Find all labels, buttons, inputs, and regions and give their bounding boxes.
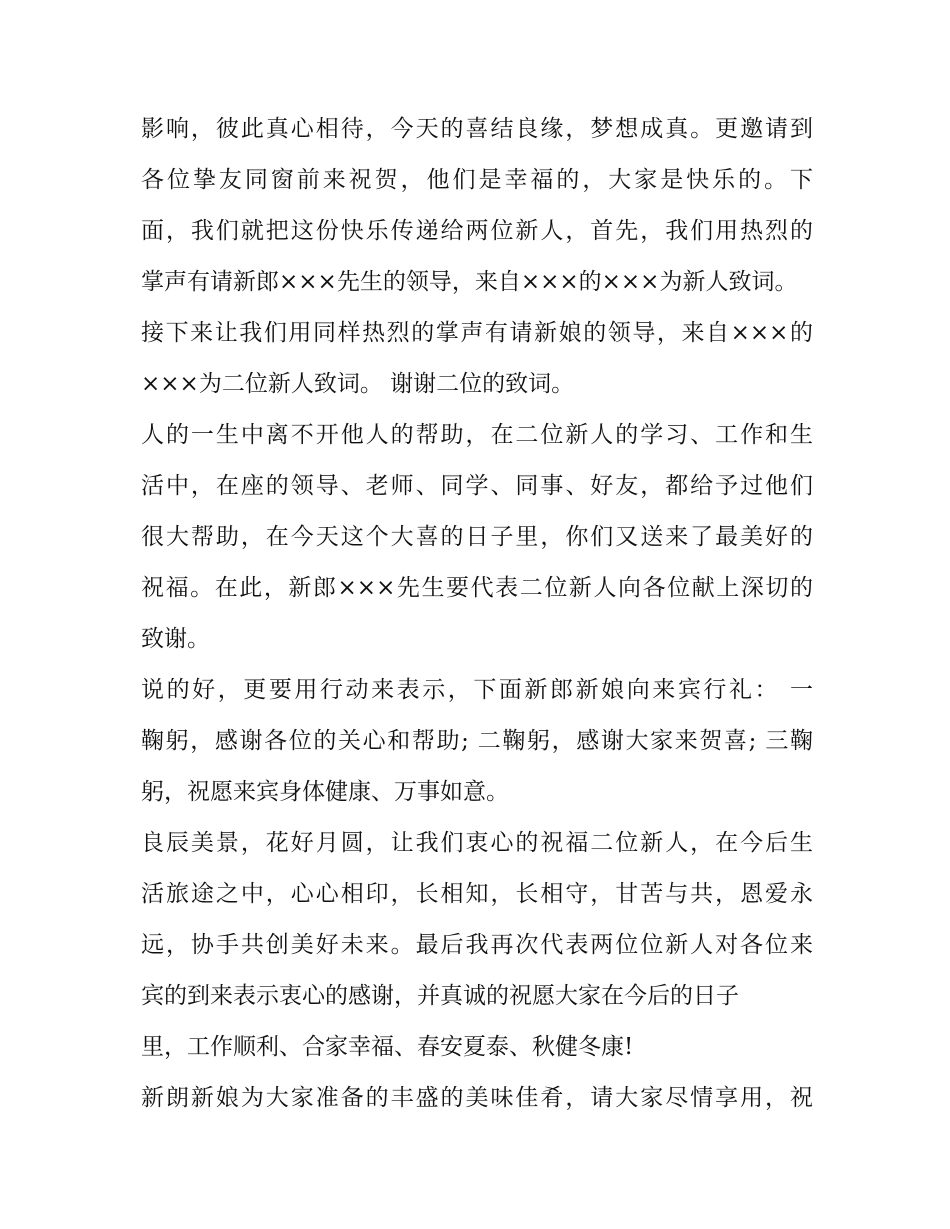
text-line: 人的一生中离不开他人的帮助，在二位新人的学习、工作和生 (141, 422, 813, 448)
text-line: 鞠躬，感谢各位的关心和帮助; 二鞠躬，感谢大家来贺喜; 三鞠 (141, 728, 813, 754)
text-line: 很大帮助，在今天这个大喜的日子里，你们又送来了最美好的 (141, 524, 813, 550)
text-line: 活旅途之中，心心相印，长相知，长相守，甘苦与共，恩爱永 (141, 881, 813, 907)
text-line: 影响，彼此真心相待，今天的喜结良缘，梦想成真。更邀请到 (141, 116, 813, 142)
text-line: 躬，祝愿来宾身体健康、万事如意。 (141, 779, 509, 805)
text-line: 良辰美景，花好月圆，让我们衷心的祝福二位新人，在今后生 (141, 830, 813, 856)
document-body (141, 104, 813, 1124)
text-line: 远，协手共创美好未来。最后我再次代表两位位新人对各位来 (141, 932, 813, 958)
text-line: 掌声有请新郎×××先生的领导，来自×××的×××为新人致词。 (141, 269, 798, 295)
text-line: 里，工作顺利、合家幸福、春安夏泰、秋健冬康! (141, 1034, 634, 1060)
text-line: 说的好，更要用行动来表示，下面新郎新娘向来宾行礼： 一 (141, 677, 813, 703)
text-line: 接下来让我们用同样热烈的掌声有请新娘的领导，来自×××的 (141, 320, 813, 346)
text-line: 新朗新娘为大家准备的丰盛的美味佳肴，请大家尽情享用，祝 (141, 1085, 813, 1111)
text-line: 宾的到来表示衷心的感谢，并真诚的祝愿大家在今后的日子 (141, 983, 739, 1009)
text-line: 活中，在座的领导、老师、同学、同事、好友，都给予过他们 (141, 473, 813, 499)
text-line: 面，我们就把这份快乐传递给两位新人，首先，我们用热烈的 (141, 218, 813, 244)
text-line: 祝福。在此，新郎×××先生要代表二位新人向各位献上深切的 (141, 575, 813, 601)
text-line: ×××为二位新人致词。 谢谢二位的致词。 (141, 371, 575, 397)
text-line: 各位挚友同窗前来祝贺，他们是幸福的，大家是快乐的。下 (141, 167, 813, 193)
text-line: 致谢。 (141, 626, 210, 652)
